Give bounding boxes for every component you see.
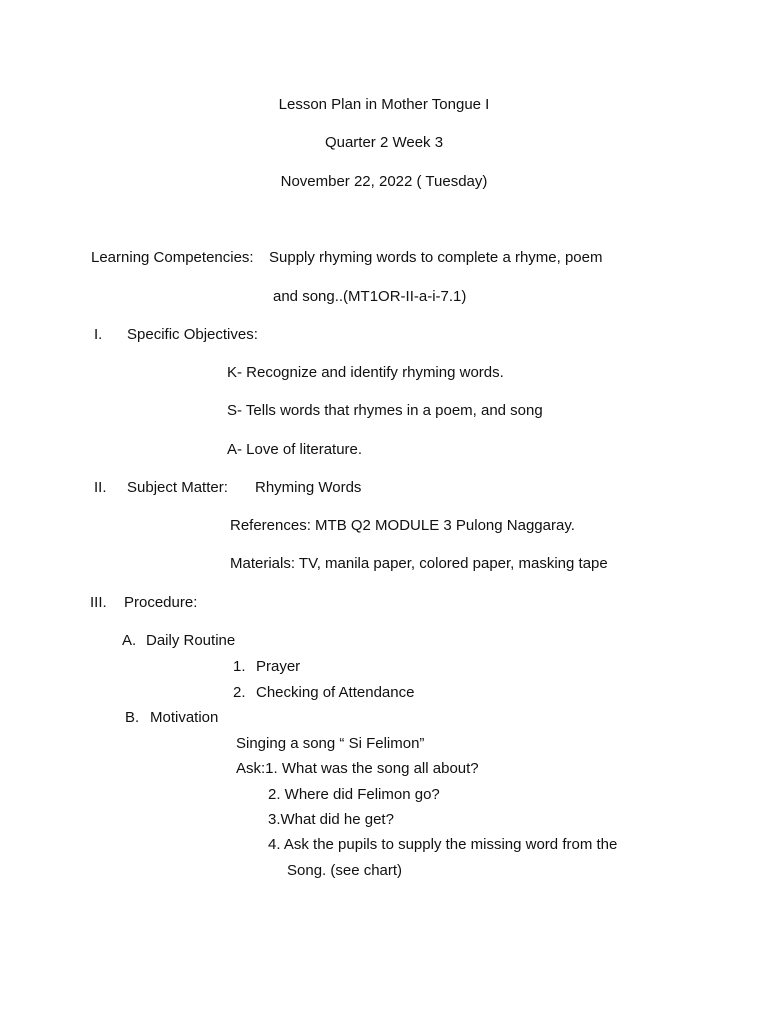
section-1-numeral: I.	[94, 326, 103, 343]
document-title: Lesson Plan in Mother Tongue I	[278, 96, 490, 113]
routine-item-number: 1.	[233, 658, 246, 675]
quarter-week: Quarter 2 Week 3	[324, 134, 444, 151]
motivation-song: Singing a song “ Si Felimon”	[236, 735, 425, 752]
routine-item-prayer: Prayer	[256, 658, 301, 675]
motivation-question-4-continued: Song. (see chart)	[287, 862, 403, 879]
daily-routine-title: Daily Routine	[146, 632, 236, 649]
procedure-title: Procedure:	[124, 594, 198, 611]
motivation-question-1: Ask:1. What was the song all about?	[236, 760, 479, 777]
objective-attitude: A- Love of literature.	[227, 441, 363, 458]
competencies-text-line2: and song..(MT1OR-II-a-i-7.1)	[273, 288, 467, 305]
section-2-numeral: II.	[94, 479, 107, 496]
objective-knowledge: K- Recognize and identify rhyming words.	[227, 364, 504, 381]
motivation-title: Motivation	[150, 709, 219, 726]
objective-skill: S- Tells words that rhymes in a poem, and song	[227, 402, 543, 419]
competencies-label: Learning Competencies:	[91, 249, 254, 266]
motivation-label: B.	[125, 709, 140, 726]
routine-item-number: 2.	[233, 684, 246, 701]
lesson-date: November 22, 2022 ( Tuesday)	[280, 173, 488, 190]
subject-matter-value: Rhyming Words	[255, 479, 362, 496]
daily-routine-label: A.	[122, 632, 137, 649]
section-3-numeral: III.	[90, 594, 107, 611]
section-1-title: Specific Objectives:	[127, 326, 258, 343]
motivation-question-3: 3.What did he get?	[268, 811, 394, 828]
motivation-question-2: 2. Where did Felimon go?	[268, 786, 440, 803]
materials: Materials: TV, manila paper, colored paper, masking tape	[230, 555, 608, 572]
references: References: MTB Q2 MODULE 3 Pulong Naggaray.	[230, 517, 575, 534]
subject-matter-label: Subject Matter:	[127, 479, 228, 496]
motivation-question-4: 4. Ask the pupils to supply the missing word from the	[268, 836, 618, 853]
routine-item-attendance: Checking of Attendance	[256, 684, 415, 701]
competencies-text-line1: Supply rhyming words to complete a rhyme, poem	[269, 249, 603, 266]
